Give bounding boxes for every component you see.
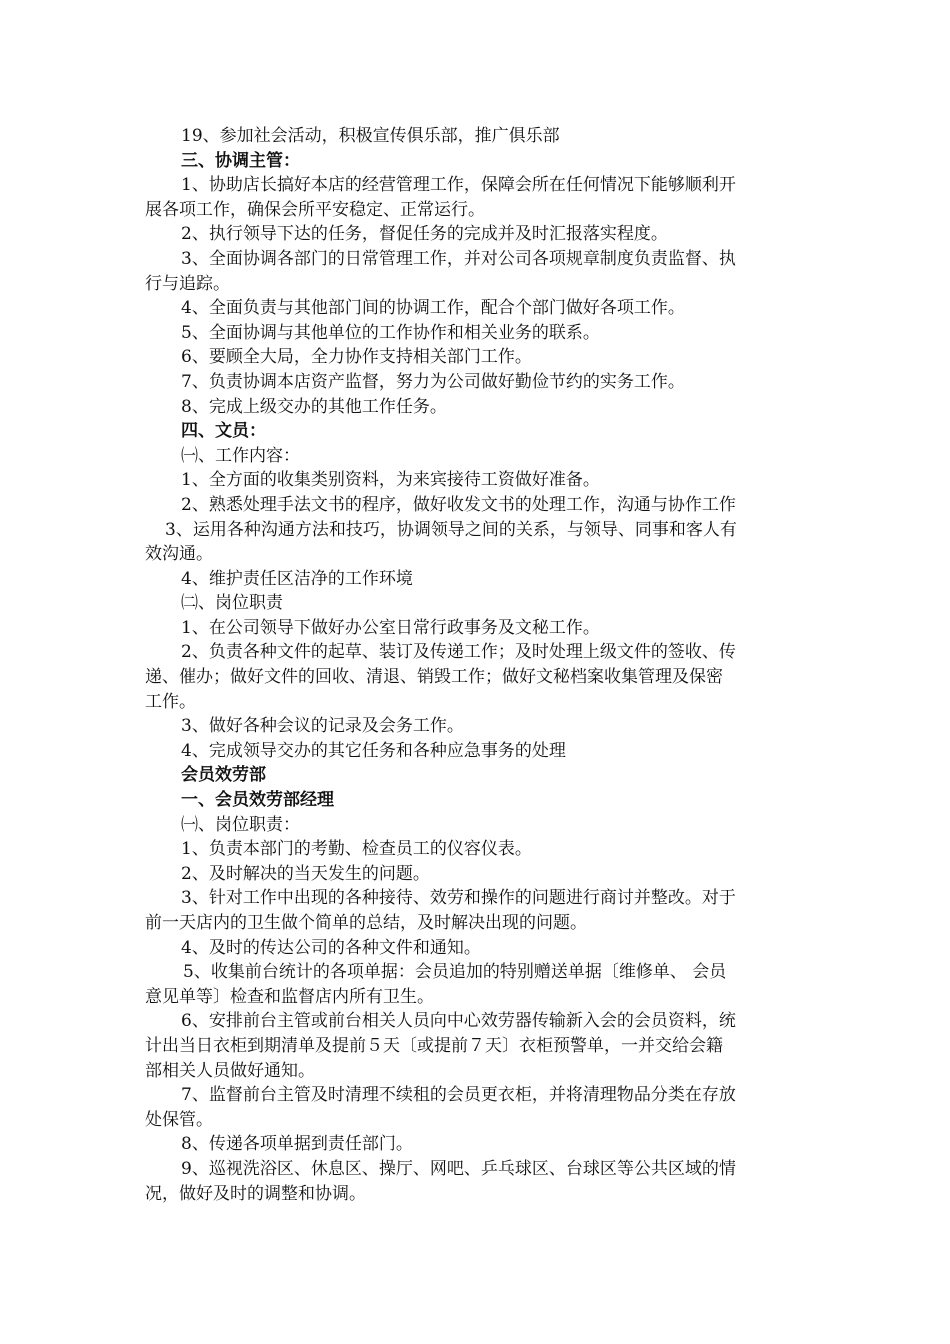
- manager-duty-item-5-continued: 意见单等〕检查和监督店内所有卫生。: [145, 986, 434, 1007]
- manager-duty-item-3: 3、针对工作中出现的各种接待、效劳和操作的问题进行商讨并整改。对于: [181, 888, 736, 909]
- item-19-participate-social-activities: 19、参加社会活动，积极宣传俱乐部，推广俱乐部: [181, 126, 560, 146]
- coordinator-item-6: 6、要顾全大局，全力协作支持相关部门工作。: [181, 347, 532, 368]
- manager-duty-item-9: 9、巡视洗浴区、休息区、操厅、网吧、乒乓球区、台球区等公共区域的情: [181, 1158, 736, 1179]
- manager-duty-item-2: 2、及时解决的当天发生的问题。: [181, 863, 430, 884]
- coordinator-item-5: 5、全面协调与其他单位的工作协作和相关业务的联系。: [181, 322, 600, 343]
- clerk-duty-item-2: 2、负责各种文件的起草、装订及传递工作；及时处理上级文件的签收、传: [181, 642, 736, 663]
- manager-duty-item-3-continued: 前一天店内的卫生做个简单的总结，及时解决出现的问题。: [145, 913, 587, 933]
- coordinator-item-3: 3、全面协调各部门的日常管理工作，并对公司各项规章制度负责监督、执: [181, 248, 736, 269]
- coordinator-item-8: 8、完成上级交办的其他工作任务。: [181, 396, 447, 417]
- manager-duty-item-7: 7、监督前台主管及时清理不续租的会员更衣柜，并将清理物品分类在存放: [181, 1085, 736, 1106]
- manager-subheading-duties: ㈠、岗位职责：: [181, 814, 300, 835]
- clerk-subheading-work-content: ㈠、工作内容：: [181, 445, 300, 466]
- department-heading-member-service: 会员效劳部: [181, 765, 266, 786]
- coordinator-item-1: 1、协助店长搞好本店的经营管理工作，保障会所在任何情况下能够顺利开: [181, 175, 736, 196]
- manager-duty-item-7-continued: 处保管。: [145, 1109, 213, 1130]
- manager-duty-item-8: 8、传递各项单据到责任部门。: [181, 1134, 413, 1155]
- clerk-work-item-1: 1、全方面的收集类别资料，为来宾接待工资做好准备。: [181, 470, 600, 491]
- coordinator-item-2: 2、执行领导下达的任务，督促任务的完成并及时汇报落实程度。: [181, 224, 668, 245]
- manager-duty-item-6: 6、安排前台主管或前台相关人员向中心效劳器传输新入会的会员资料，统: [181, 1011, 736, 1032]
- manager-duty-item-1: 1、负责本部门的考勤、检查员工的仪容仪表。: [181, 839, 532, 860]
- manager-duty-item-5: 5、收集前台统计的各项单据：会员追加的特别赠送单据〔维修单、 会员: [183, 962, 727, 983]
- clerk-duty-item-3: 3、做好各种会议的记录及会务工作。: [181, 716, 464, 737]
- manager-duty-item-6-end: 部相关人员做好通知。: [145, 1060, 315, 1081]
- manager-duty-item-9-continued: 况，做好及时的调整和协调。: [145, 1183, 366, 1204]
- document-page: [145, 124, 807, 1206]
- clerk-work-item-2: 2、熟悉处理手法文书的程序，做好收发文书的处理工作，沟通与协作工作: [181, 494, 736, 515]
- section-heading-member-service-manager: 一、会员效劳部经理: [181, 790, 334, 811]
- coordinator-item-4: 4、全面负责与其他部门间的协调工作，配合个部门做好各项工作。: [181, 298, 685, 319]
- clerk-duty-item-2-end: 工作。: [145, 691, 196, 712]
- clerk-work-item-3-continued: 效沟通。: [145, 544, 213, 565]
- coordinator-item-1-continued: 展各项工作，确保会所平安稳定、正常运行。: [145, 199, 485, 220]
- manager-duty-item-4: 4、及时的传达公司的各种文件和通知。: [181, 937, 481, 958]
- clerk-duty-item-2-continued: 递、催办；做好文件的回收、清退、销毁工作；做好文秘档案收集管理及保密: [145, 667, 723, 688]
- section-heading-clerk: 四、文员：: [181, 421, 266, 442]
- clerk-subheading-duties: ㈡、岗位职责: [181, 593, 283, 614]
- coordinator-item-3-continued: 行与追踪。: [145, 273, 230, 294]
- clerk-duty-item-1: 1、在公司领导下做好办公室日常行政事务及文秘工作。: [181, 617, 600, 638]
- clerk-work-item-3: 3、运用各种沟通方法和技巧，协调领导之间的关系，与领导、同事和客人有: [165, 519, 737, 540]
- coordinator-item-7: 7、负责协调本店资产监督，努力为公司做好勤俭节约的实务工作。: [181, 371, 685, 392]
- manager-duty-item-6-continued: 计出当日衣柜到期清单及提前５天〔或提前７天〕衣柜预警单，一并交给会籍: [145, 1035, 723, 1056]
- section-heading-coordination-supervisor: 三、协调主管：: [181, 150, 300, 171]
- clerk-duty-item-4: 4、完成领导交办的其它任务和各种应急事务的处理: [181, 740, 566, 761]
- clerk-work-item-4: 4、维护责任区洁净的工作环境: [181, 568, 413, 589]
